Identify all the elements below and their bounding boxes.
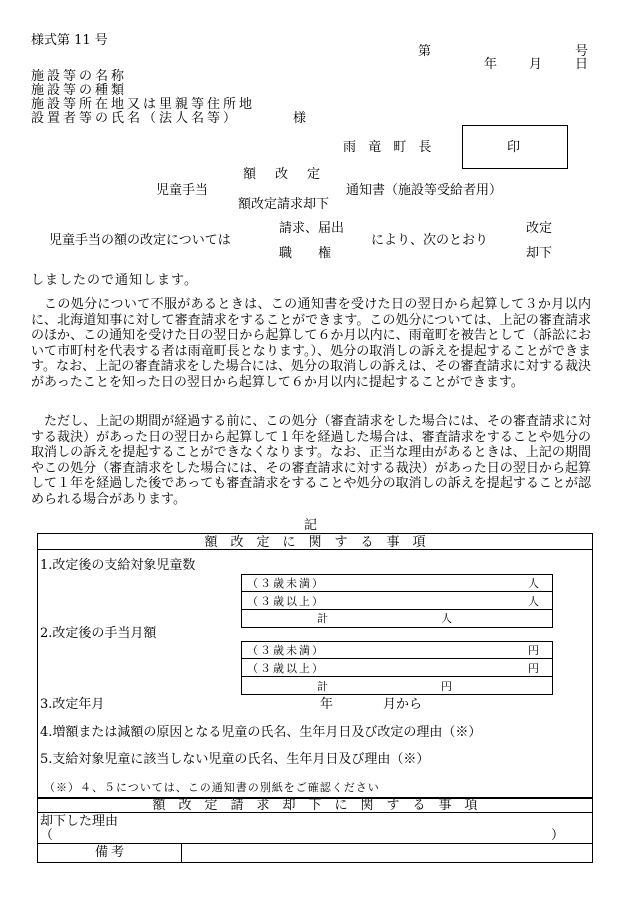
document-number-suffix: 号 [575, 44, 589, 59]
item3-year: 年 [320, 697, 334, 712]
appeal-paragraph-1: この処分について不服があるときは、この通知書を受けた日の翌日から起算して３か月以内に、北海道知事に対して審査請求をすることができます。この処分については、上記の審査請求のほか、この通知を受けた日の翌日から起算して６か月以内に、雨竜町を被告として（訴訟において市町村を代表する者は雨竜町長となります。）、処分の取消しの訴えを提起することができます。なお、上記の審査請求をした場合には、処分の取消しの訴えは、その審査請求に対する裁決があったことを知った日の翌日から起算して６か月以内に提起することができます。 [31, 297, 591, 390]
honorific: 様 [293, 111, 307, 126]
date-day: 日 [575, 57, 589, 72]
title-left: 児童手当 [156, 183, 209, 198]
seal-label: 印 [507, 140, 521, 155]
title-top: 額 改 定 [243, 167, 324, 182]
document-number-label: 第 [418, 44, 432, 59]
child-over3-label: （３歳以上） [247, 595, 325, 608]
remarks-label: 備考 [95, 845, 128, 860]
child-under3-label: （３歳未満） [247, 577, 325, 590]
title-right: 通知書（施設等受給者用） [346, 183, 503, 198]
notice-tail: しましたので通知します。 [31, 273, 198, 288]
reason-paren-open: （ [40, 828, 54, 843]
rejection-reason-label: 却下した理由 [40, 814, 119, 829]
child-count-divider-2 [241, 609, 553, 610]
amount-over3-unit: 円 [528, 662, 539, 675]
notice-lead: 児童手当の額の改定については [49, 233, 231, 248]
date-year: 年 [484, 57, 498, 72]
facility-type-label: 施設等の種類 [31, 83, 128, 98]
child-total-unit: 人 [441, 612, 452, 625]
amount-total-unit: 円 [441, 680, 452, 693]
remarks-divider [37, 843, 593, 844]
date-month: 月 [529, 57, 543, 72]
title-bottom: 額改定請求却下 [238, 197, 330, 212]
child-total-label: 計 [317, 612, 328, 625]
reason-paren-close: ） [551, 828, 565, 843]
item5-label: 5.支給対象児童に該当しない児童の氏名、生年月日及び理由（※） [40, 752, 430, 767]
appeal-paragraph-2: ただし、上記の期間が経過する前に、この処分（審査請求をした場合には、その審査請求に対する裁決）があった日の翌日から起算して１年を経過した場合は、審査請求をすることや処分の取消しの訴えを提起することができなくなります。なお、正当な理由があるときは、上記の期間やこの処分（審査請求をした場合には、その審査請求に対する裁決）があった日の翌日から起算して１年を経過した後であっても審査請求をすることや処分の取消しの訴えを提起することが認められる場合があります。 [31, 414, 591, 507]
ki-label: 記 [304, 518, 318, 533]
notice-opt2: 職 権 [279, 246, 332, 261]
child-under3-unit: 人 [528, 577, 539, 590]
monthly-amount-divider-2 [241, 676, 553, 677]
facility-name-label: 施設等の名称 [31, 69, 128, 84]
amount-over3-label: （３歳以上） [247, 662, 325, 675]
monthly-amount-divider-1 [241, 658, 553, 659]
facility-address-label: 施設等所在地又は里親等住所地 [31, 97, 256, 112]
item4-label: 4.増額または減額の原因となる児童の氏名、生年月日及び改定の理由（※） [40, 725, 482, 740]
rejection-table-header: 額 改 定 請 求 却 下 に 関 す る 事 項 [152, 798, 478, 813]
notice-res1: 改定 [526, 221, 553, 236]
amount-under3-label: （３歳未満） [247, 644, 325, 657]
table-footnote: （※）４、５については、この通知書の別紙をご確認ください [44, 781, 380, 794]
amount-total-label: 計 [317, 680, 328, 693]
item3-month: 月から [383, 697, 423, 712]
notice-res2: 却下 [526, 246, 553, 261]
child-over3-unit: 人 [528, 595, 539, 608]
remarks-column-divider [181, 843, 182, 863]
form-number: 様式第 11 号 [31, 33, 108, 48]
item2-label: 2.改定後の手当月額 [40, 626, 157, 641]
rejection-header-divider [37, 812, 593, 813]
item3-label: 3.改定年月 [40, 697, 105, 712]
amount-under3-unit: 円 [528, 644, 539, 657]
child-count-divider-1 [241, 591, 553, 592]
notice-opt1: 請求、届出 [279, 221, 345, 236]
item1-label: 1.改定後の支給対象児童数 [40, 558, 196, 573]
notice-mid: により、次のとおり [371, 233, 489, 248]
revision-header-divider [37, 549, 593, 550]
revision-table-header: 額 改 定 に 関 す る 事 項 [204, 535, 426, 550]
mayor-label: 雨 竜 町 長 [343, 140, 436, 155]
founder-name-label: 設置者等の氏名（法人名等） [31, 111, 240, 126]
